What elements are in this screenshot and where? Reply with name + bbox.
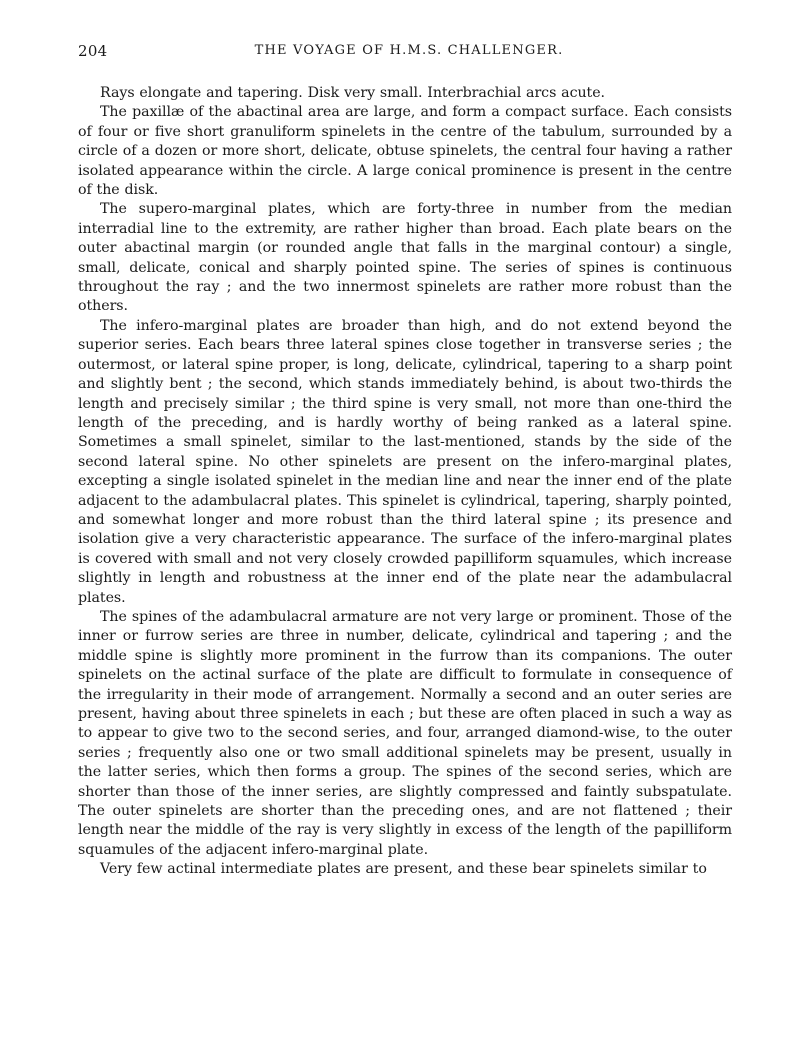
paragraph-actinal-intermediate: Very few actinal intermediate plates are present, and these bear spinelets similar to [100, 861, 707, 878]
page-header [78, 42, 740, 66]
paragraph-summary: Rays elongate and tapering. Disk very small. Interbrachial arcs acute. [100, 85, 606, 101]
running-title: THE VOYAGE OF H.M.S. CHALLENGER. [254, 43, 564, 58]
paragraph-paxillae: The paxillæ of the abactinal area are large, and form a compact surface. Each consists of four or five short granuliform spinelets in the centre of the tabulum, surrounded by a circle of a dozen or more short, delicate, obtuse spinelets, the central four having a rather isolated appearance within the circle. A large conical prominence is present in the centre of the disk. [78, 104, 732, 199]
body-text [78, 84, 732, 880]
paragraph-supero-marginal: The supero-marginal plates, which are forty-three in number from the median interradial line to the extremity, are rather higher than broad. Each plate bears on the outer abactinal margin (or rounded angle that falls in the marginal contour) a single, small, delicate, conical and sharply pointed spine. The series of spines is continuous throughout the ray ; and the two innermost spinelets are rather more robust than the others. [78, 201, 732, 315]
paragraph-adambulacral: The spines of the adambulacral armature are not very large or prominent. Those of the inner or furrow series are three in number, delicate, cylindrical and tapering ; and the middle spine is slightly more prominent in the furrow than its companions. The outer spinelets on the actinal surface of the plate are difficult to formulate in consequence of the irregularity in their mode of arrangement. Normally a second and an outer series are present, having about three spinelets in each ; but these are often placed in such a way as to appear to give two to the second series, and four, arranged diamond-wise, to the outer series ; frequently also one or two small additional spinelets may be present, usually in the latter series, which then forms a group. The spines of the second series, which are shorter than those of the inner series, are slightly compressed and faintly subspatulate. The outer spinelets are shorter than the preceding ones, and are not flattened ; their length near the middle of the ray is very slightly in excess of the length of the papilliform squamules of the adjacent infero-marginal plate. [78, 608, 732, 858]
paragraph-infero-marginal: The infero-marginal plates are broader than high, and do not extend beyond the superior series. Each bears three lateral spines close together in transverse series ; the outermost, or lateral spine proper, is long, delicate, cylindrical, tapering to a sharp point and slightly bent ; the second, which stands immediately behind, is about two-thirds the length and precisely similar ; the third spine is very small, not more than one-third the length of the preceding, and is hardly worthy of being ranked as a lateral spine. Sometimes a small spinelet, similar to the last-mentioned, stands by the side of the second lateral spine. No other spinelets are present on the infero-marginal plates, excepting a single isolated spinelet in the median line and near the inner end of the plate adjacent to the adambulacral plates. This spinelet is cylindrical, tapering, sharply pointed, and somewhat longer and more robust than the third lateral spine ; its presence and isolation give a very characteristic appearance. The surface of the infero-marginal plates is covered with small and not very closely crowded papilliform squamules, which increase slightly in length and robustness at the inner end of the plate near the adambulacral plates. [78, 317, 732, 606]
page-number: 204 [78, 42, 108, 60]
